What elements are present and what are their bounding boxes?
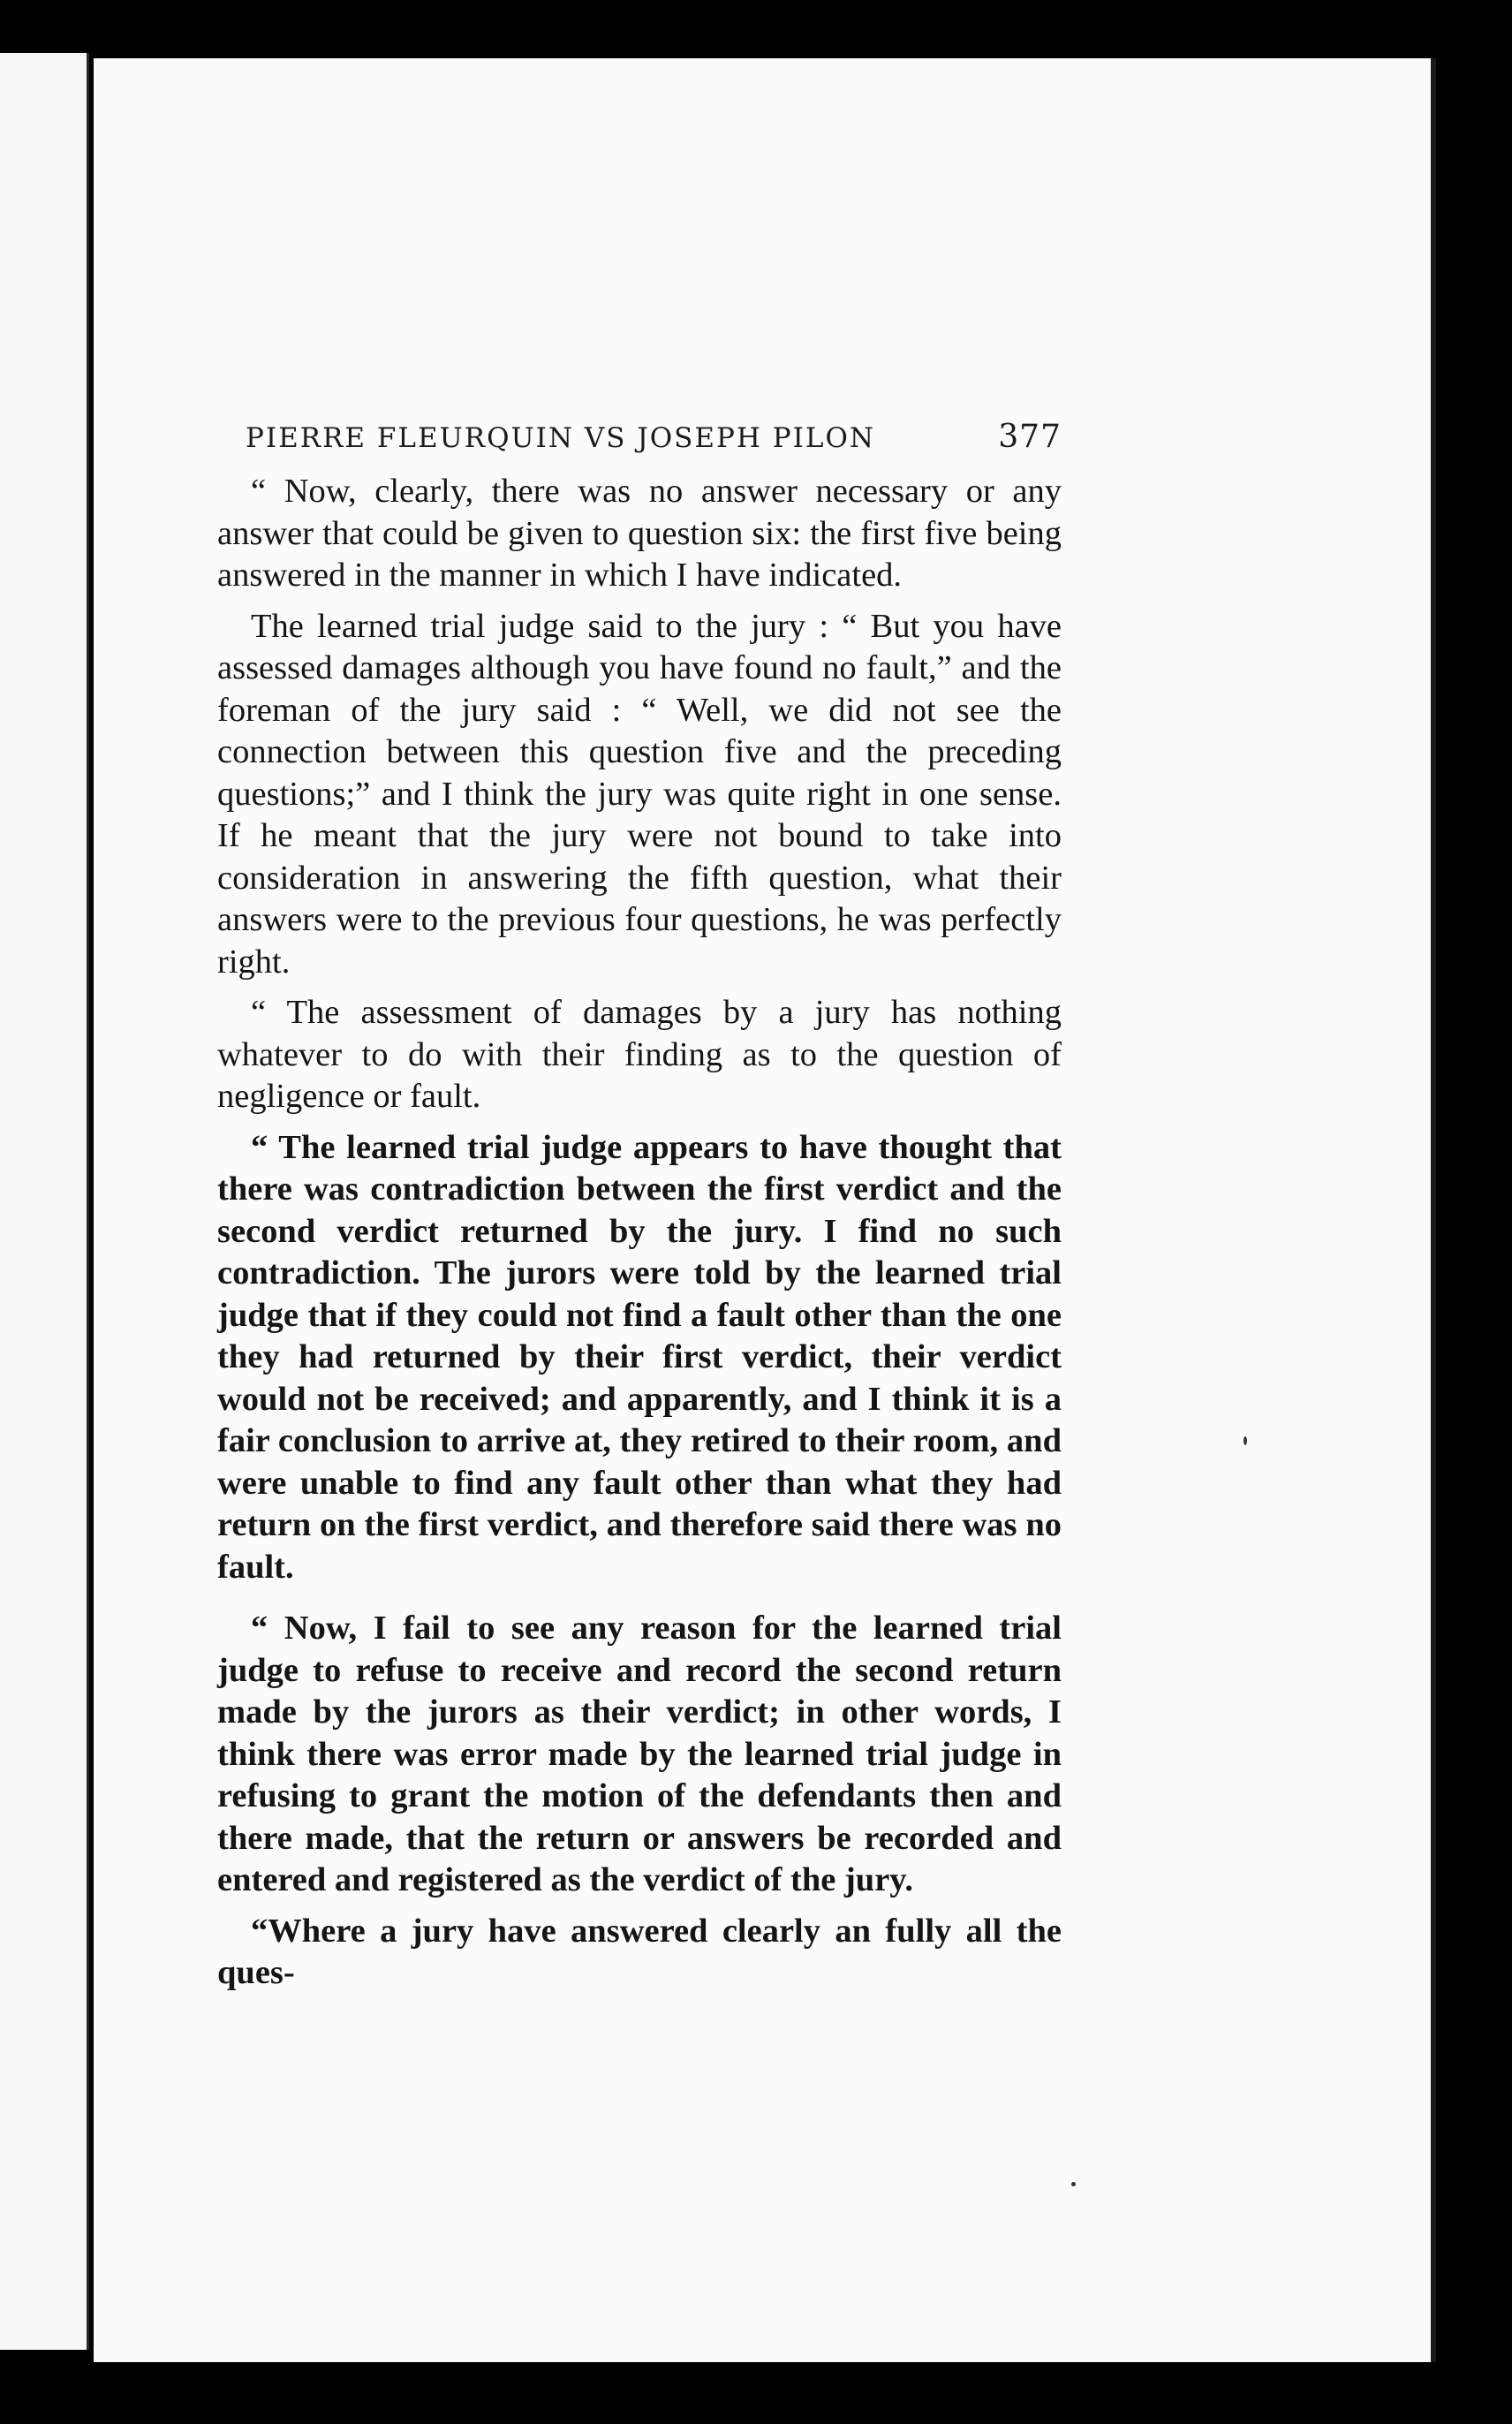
- running-head-title: PIERRE FLEURQUIN VS JOSEPH PILON: [246, 422, 876, 454]
- book-page: [94, 58, 1436, 2362]
- previous-page-edge: [0, 53, 89, 2350]
- page-number: 377: [998, 419, 1062, 455]
- scan-speck: [1244, 1436, 1247, 1445]
- page-text-block: [217, 419, 1062, 2004]
- paragraph-2: The learned trial judge said to the jury : “ But you have assessed damages although you have found no fault,” and the foreman of the jury said : “ Well, we did not see the connection between this question five and the preceding questions;” and I think the jury was quite right in one sense. If he meant that the jury were not bound to take into consideration in answering the fifth question, what their answers were to the previous four questions, he was perfectly right.: [217, 607, 1062, 981]
- paragraph-3: “ The assessment of damages by a jury has nothing whatever to do with their finding as to the question of negligence or fault.: [217, 994, 1062, 1115]
- scan-speck: [1071, 2182, 1076, 2186]
- body-text: [217, 471, 1062, 1995]
- paragraph-6: “Where a jury have answered clearly an fully all the ques-: [217, 1912, 1062, 1991]
- paragraph-4: “ The learned trial judge appears to have thought that there was contradiction between the first verdict and the second verdict returned by the jury. I find no such contradiction. The jurors were told by the learned trial judge that if they could not find a fault other than the one they had returned by their first verdict, their verdict would not be received; and apparently, and I think it is a fair conclusion to arrive at, they retired to their room, and were unable to find any fault other than what they had return on the first verdict, and therefore said there was no fault.: [217, 1128, 1062, 1586]
- paragraph-5: “ Now, I fail to see any reason for the learned trial judge to refuse to receive and record the second return made by the jurors as their verdict; in other words, I think there was error made by the learned trial judge in refusing to grant the motion of the defendants then and there made, that the return or answers be recorded and entered and registered as the verdict of the jury.: [217, 1610, 1062, 1898]
- running-head: [217, 419, 1062, 455]
- paragraph-1: “ Now, clearly, there was no answer necessary or any answer that could be given to question six: the first five being answered in the manner in which I have indicated.: [217, 473, 1062, 594]
